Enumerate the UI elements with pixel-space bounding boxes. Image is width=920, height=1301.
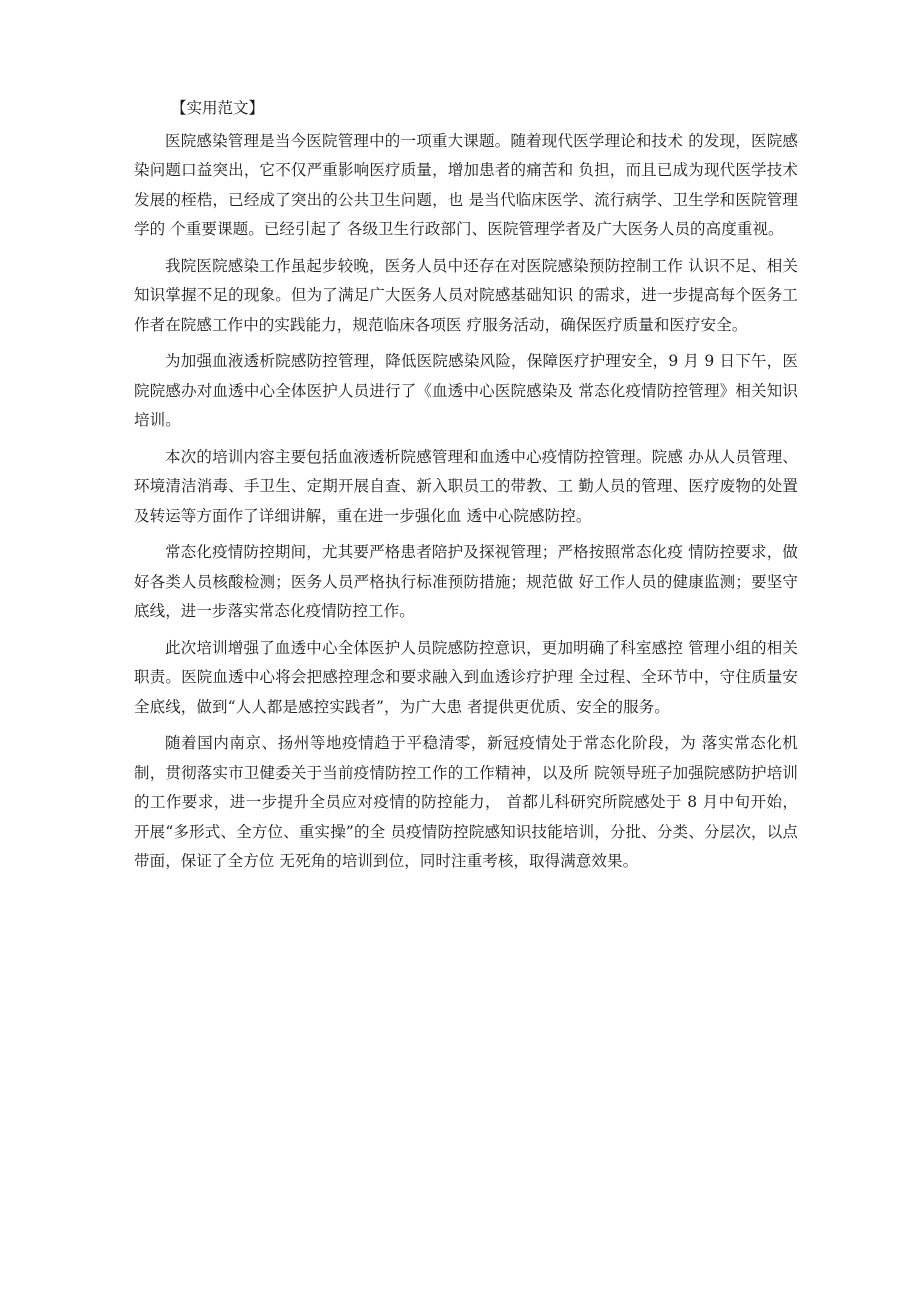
paragraph-7: 随着国内南京、扬州等地疫情趋于平稳清零，新冠疫情处于常态化阶段，为 落实常态化机制，贯彻落实市卫健委关于当前疫情防控工作的工作精神，以及所 院领导班子加强院感防护培训的工作要求，进一步提升全员应对疫情的防控能力， 首都儿科研究所院感处于 8 月中旬开始，开展“多形式、全方位、重实操”的全 员疫情防控院感知识技能培训，分批、分类、分层次，以点带面，保证了全方位 无死角的培训到位，同时注重考核，取得满意效果。 xyxy=(134,734,798,870)
paragraph-1: 医院感染管理是当今医院管理中的一项重大课题。随着现代医学理论和技术 的发现，医院感染问题口益突出，它不仅严重影响医疗质量，增加患者的痛苦和 负担，而且已成为现代医学技术发展的桎梏，已经成了突出的公共卫生问题，也 是当代临床医学、流行病学、卫生学和医院管理学的 个重要课题。已经引起了 各级卫生行政部门、医院管理学者及广大医务人员的高度重视。 xyxy=(134,131,798,238)
paragraph-3: 为加强血液透析院感防控管理，降低医院感染风险，保障医疗护理安全，9 月 9 日下午，医院院感办对血透中心全体医护人员进行了《血透中心医院感染及 常态化疫情防控管理》相关知识培训。 xyxy=(134,352,798,429)
paragraph-4: 本次的培训内容主要包括血液透析院感管理和血透中心疫情防控管理。院感 办从人员管理、环境清洁消毒、手卫生、定期开展自查、新入职员工的带教、工 勤人员的管理、医疗废物的处置及转运等方面作了详细讲解，重在进一步强化血 透中心院感防控。 xyxy=(134,447,798,525)
paragraph-5: 常态化疫情防控期间，尤其要严格患者陪护及探视管理；严格按照常态化疫 情防控要求，做好各类人员核酸检测；医务人员严格执行标准预防措施；规范做 好工作人员的健康监测；要坚守底线，进一步落实常态化疫情防控工作。 xyxy=(134,543,798,620)
document-heading: 【实用范文】 xyxy=(171,99,265,117)
paragraph-6: 此次培训增强了血透中心全体医护人员院感防控意识，更加明确了科室感控 管理小组的相关职责。医院血透中心将会把感控理念和要求融入到血透诊疗护理 全过程、全环节中，守住质量安全底线，做到“人人都是感控实践者”，为广大患 者提供更优质、安全的服务。 xyxy=(134,638,798,716)
paragraph-2: 我院医院感染工作虽起步较晚，医务人员中还存在对医院感染预防控制工作 认识不足、相关知识掌握不足的现象。但为了满足广大医务人员对院感基础知识 的需求，进一步提高每个医务工作者在院感工作中的实践能力，规范临床各项医 疗服务活动，确保医疗质量和医疗安全。 xyxy=(134,256,798,334)
document-body xyxy=(134,94,798,884)
